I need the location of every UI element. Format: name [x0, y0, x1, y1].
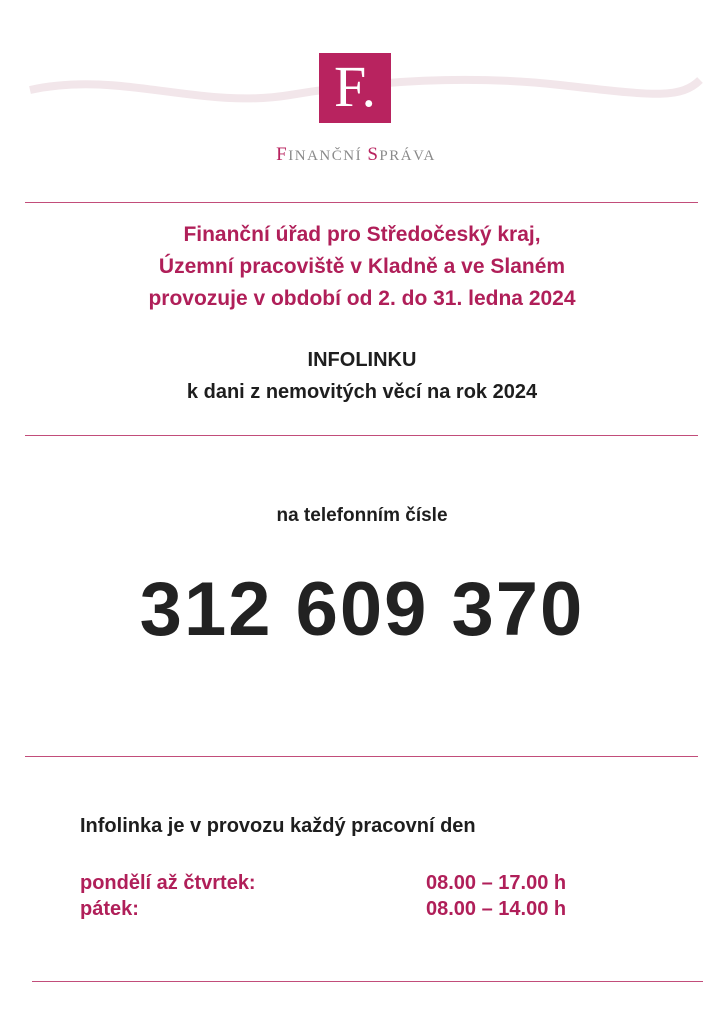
brand-initial-f: F [276, 144, 289, 165]
divider-middle [25, 435, 698, 436]
divider-top [25, 202, 698, 203]
header-office-line: Finanční úřad pro Středočeský kraj, [183, 223, 541, 246]
phone-number: 312 609 370 [139, 567, 585, 652]
hours-days-mon-thu: pondělí až čtvrtek: [80, 872, 256, 894]
infolink-subtitle: k dani z nemovitých věcí na rok 2024 [186, 381, 538, 403]
brand-name [200, 144, 512, 166]
hours-time-fri: 08.00 – 14.00 h [426, 898, 567, 920]
header-branch-line: Územní pracoviště v Kladně a ve Slaném [158, 255, 566, 278]
hours-time-mon-thu: 08.00 – 17.00 h [426, 872, 567, 894]
infolink-title: INFOLINKU [307, 349, 417, 371]
hours-row-fri [80, 898, 620, 921]
hours-days-fri: pátek: [80, 898, 139, 920]
divider-lower [25, 756, 698, 757]
logo-mark [319, 53, 391, 123]
brand-word-2: PRÁVA [379, 148, 436, 164]
logo-letter: F. [333, 54, 377, 119]
hours-intro: Infolinka je v provozu každý pracovní den [80, 815, 476, 837]
phone-label: na telefonním čísle [276, 505, 448, 526]
brand-initial-s: S [367, 144, 380, 165]
hours-row-mon-thu [80, 872, 620, 895]
divider-bottom [32, 981, 703, 982]
header-period-line: provozuje v období od 2. do 31. ledna 2024 [148, 287, 576, 310]
brand-word-1: INANČNÍ [288, 148, 368, 164]
